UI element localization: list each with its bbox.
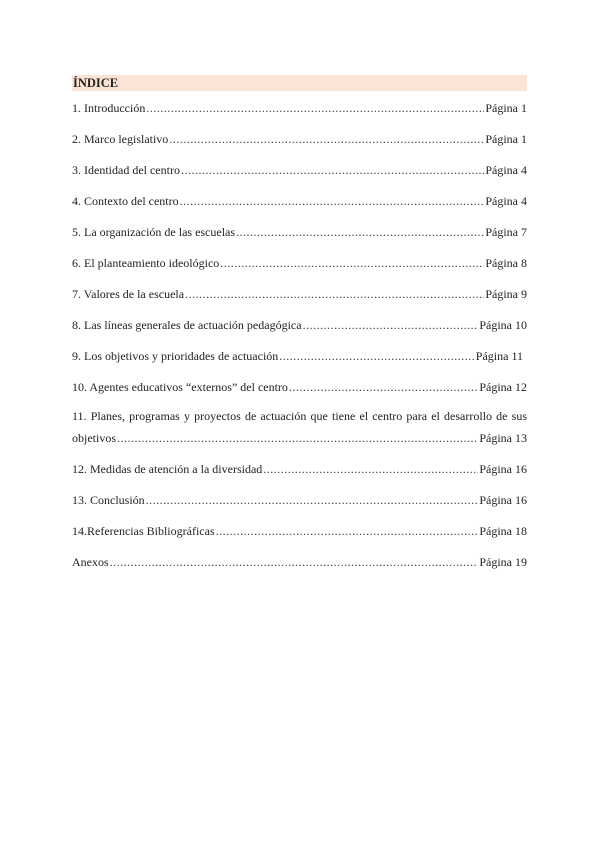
toc-entry [72, 286, 527, 302]
leader-dots [289, 379, 478, 395]
toc-entry-page: Página 9 [485, 287, 527, 301]
toc-entry-title: 9. Los objetivos y prioridades de actuación [72, 349, 279, 363]
toc-entry-page: Página 1 [485, 101, 527, 115]
toc-entry [72, 405, 527, 449]
toc-entry-title: 4. Contexto del centro [72, 194, 179, 208]
leader-dots [146, 492, 479, 508]
leader-dots [303, 317, 479, 333]
toc-entry-page: Página 16 [479, 493, 527, 507]
leader-dots [263, 461, 478, 477]
toc-entry [72, 131, 527, 147]
toc-entry-page: Página 1 [485, 132, 527, 146]
index-heading: ÍNDICE [72, 75, 527, 91]
toc-entry-page: Página 7 [485, 225, 527, 239]
toc-entry-page: Página 13 [479, 431, 527, 445]
toc-entry [72, 523, 527, 539]
toc-entry [72, 461, 527, 477]
leader-dots [110, 554, 479, 570]
toc-entry-title-continued: objetivos [72, 431, 116, 445]
toc-entry-title: 7. Valores de la escuela [72, 287, 185, 301]
toc-entry-title: 6. El planteamiento ideológico [72, 256, 220, 270]
toc-entry-title: 3. Identidad del centro [72, 163, 180, 177]
toc-entry-page: Página 16 [479, 462, 527, 476]
leader-dots [220, 255, 484, 271]
toc-entry-page: Página 11 [475, 349, 523, 363]
leader-dots [185, 286, 484, 302]
toc-entry-page: Página 10 [479, 318, 527, 332]
toc-entry [72, 492, 527, 508]
toc-entry-title: 8. Las líneas generales de actuación pedagógica [72, 318, 302, 332]
leader-dots [117, 427, 478, 449]
leader-dots [146, 100, 484, 116]
toc-entry-page: Página 8 [485, 256, 527, 270]
toc-entry [72, 379, 527, 395]
toc-entry-title: 2. Marco legislativo [72, 132, 169, 146]
toc-entry-page: Página 19 [479, 555, 527, 569]
leader-dots [181, 162, 484, 178]
toc-entry-page: Página 12 [479, 380, 527, 394]
leader-dots [216, 523, 479, 539]
leader-dots [180, 193, 485, 209]
leader-dots [169, 131, 484, 147]
leader-dots [236, 224, 484, 240]
leader-dots [279, 348, 475, 364]
toc-entry [72, 100, 527, 116]
toc-entry-title: 11. Planes, programas y proyectos de actuación que tiene el centro para el desarrollo de sus [72, 409, 527, 423]
toc-entry-title: 14.Referencias Bibliográficas [72, 524, 215, 538]
toc-entry-page: Página 4 [485, 163, 527, 177]
toc-entry-page: Página 4 [485, 194, 527, 208]
toc-entry [72, 162, 527, 178]
toc-entry [72, 348, 523, 364]
toc-entry-title: 1. Introducción [72, 101, 146, 115]
toc-entry-title: 12. Medidas de atención a la diversidad [72, 462, 263, 476]
toc-entry-title: Anexos [72, 555, 109, 569]
toc-entry-title: 5. La organización de las escuelas [72, 225, 236, 239]
toc-entry [72, 193, 527, 209]
toc-entry [72, 224, 527, 240]
toc-entry [72, 554, 527, 570]
toc-entry [72, 317, 527, 333]
toc-entry-title: 10. Agentes educativos “externos” del centro [72, 380, 288, 394]
toc-entry [72, 255, 527, 271]
toc-entry-page: Página 18 [479, 524, 527, 538]
toc-entry-title: 13. Conclusión [72, 493, 145, 507]
